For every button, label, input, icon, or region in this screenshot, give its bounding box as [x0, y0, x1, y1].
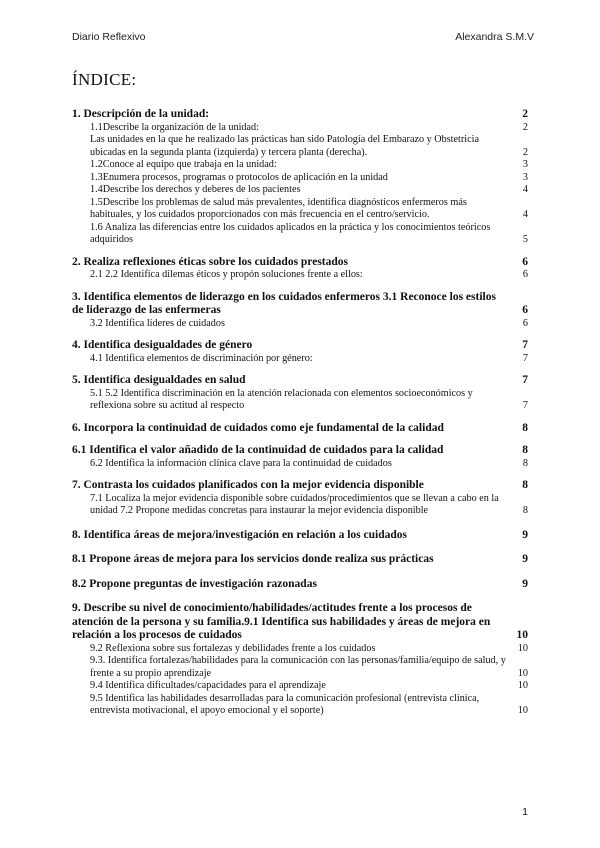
toc-entry-page: 7 [522, 374, 528, 386]
toc-entry-page: 8 [522, 421, 528, 434]
toc-entry-page: 2 [522, 146, 528, 158]
toc-entry-page: 4 [522, 184, 528, 195]
toc-entry-text: 9.5 Identifica las habilidades desarrolladas para la comunicación profesional (entrevista clínica, entrevista motivacional, el apoyo emocional y el soporte) [90, 692, 480, 716]
toc-entry-page: 7 [522, 400, 528, 411]
page-number: 1 [522, 806, 528, 818]
toc-entry-text: 2. Realiza reflexiones éticas sobre los cuidados prestados [72, 255, 348, 268]
toc-entry-text: 9.4 Identifica dificultades/capacidades para el aprendizaje [90, 680, 326, 691]
toc-entry[interactable] [72, 422, 528, 436]
toc-entry[interactable] [72, 122, 528, 135]
toc-entry-text: 8.1 Propone áreas de mejora para los servicios donde realiza sus prácticas [72, 553, 434, 565]
toc-entry-page: 4 [522, 209, 528, 220]
toc-entry[interactable] [72, 159, 528, 172]
toc-entry-text: 8.2 Propone preguntas de investigación razonadas [72, 577, 317, 590]
toc-entry[interactable] [72, 602, 528, 643]
toc-entry[interactable] [72, 108, 528, 122]
toc-entry-page: 10 [517, 705, 528, 716]
toc-entry-text: 4. Identifica desigualdades de género [72, 339, 253, 351]
toc-entry-text: 4.1 Identifica elementos de discriminación por género: [90, 352, 313, 364]
toc-entry[interactable] [72, 643, 528, 656]
toc-entry-page: 10 [517, 642, 528, 654]
toc-entry[interactable] [72, 493, 528, 518]
toc-entry[interactable] [72, 269, 528, 282]
toc-entry[interactable] [72, 458, 528, 471]
toc-entry[interactable] [72, 353, 528, 366]
toc-entry[interactable] [72, 134, 528, 159]
toc-entry-text: 9. Describe su nivel de conocimiento/habilidades/actitudes frente a los procesos de atención de la persona y su familia.9.1 Identifica sus habilidades y áreas de mejora en relación a los procesos de cuidados [72, 602, 491, 641]
index-title: ÍNDICE: [72, 70, 137, 89]
toc-entry[interactable] [72, 256, 528, 270]
toc-entry-page: 9 [522, 528, 528, 541]
toc-entry[interactable] [72, 374, 528, 388]
toc-entry-page: 9 [522, 553, 528, 565]
toc-entry-text: 6.1 Identifica el valor añadido de la continuidad de cuidados para la calidad [72, 444, 444, 456]
toc-entry[interactable] [72, 578, 528, 592]
toc-entry-page: 8 [522, 479, 528, 491]
toc-entry[interactable] [72, 444, 528, 458]
toc-entry-text: 1.6 Analiza las diferencias entre los cuidados aplicados en la práctica y los conocimientos teóricos adquiridos [90, 221, 491, 245]
toc-entry[interactable] [72, 172, 528, 185]
toc-entry-page: 5 [522, 234, 528, 245]
toc-entry-text: 5.1 5.2 Identifica discriminación en la atención relacionada con elementos socioeconómicos y reflexiona sobre su actitud al respecto [90, 387, 473, 411]
toc-entry-page: 8 [522, 505, 528, 516]
header-document-title: Diario Reflexivo [72, 31, 146, 43]
toc-entry-text: 9.2 Reflexiona sobre sus fortalezas y debilidades frente a los cuidados [90, 642, 376, 654]
toc-entry-page: 2 [522, 121, 528, 133]
toc-entry-text: 9.3. Identifica fortalezas/habilidades para la comunicación con las personas/familia/equipo de salud, y frente a su propio aprendizaje [90, 655, 506, 679]
toc-entry-page: 6 [522, 255, 528, 268]
toc-entry-page: 10 [516, 629, 528, 641]
toc-entry-text: 1.2Conoce al equipo que trabaja en la unidad: [90, 159, 277, 170]
toc-entry-page: 7 [522, 352, 528, 364]
toc-entry-page: 8 [522, 457, 528, 469]
toc-entry[interactable] [72, 388, 528, 413]
toc-entry-text: 7.1 Localiza la mejor evidencia disponible sobre cuidados/procedimientos que se llevan a cabo en la unidad 7.2 Propone medidas concretas para instaurar la mejor evidencia disponible [90, 492, 499, 516]
toc-entry[interactable] [72, 184, 528, 197]
toc-entry[interactable] [72, 318, 528, 331]
toc-entry-page: 10 [517, 667, 528, 679]
toc-entry-text: 1. Descripción de la unidad: [72, 108, 210, 120]
toc-entry[interactable] [72, 655, 528, 680]
toc-entry-page: 3 [522, 159, 528, 170]
toc-entry-text: 3.2 Identifica líderes de cuidados [90, 317, 225, 329]
toc-entry-text: 3. Identifica elementos de liderazgo en los cuidados enfermeros 3.1 Reconoce los estilos de liderazgo de las enfermeras [72, 290, 496, 316]
toc-entry-page: 2 [522, 108, 528, 120]
toc-entry[interactable] [72, 553, 528, 567]
toc-entry[interactable] [72, 529, 528, 543]
toc-entry-text: 1.5Describe los problemas de salud más prevalentes, identifica diagnósticos enfermeros más habituales, y los cuidados proporcionados con más frecuencia en el centro/servicio. [90, 196, 467, 220]
toc-entry-text: 8. Identifica áreas de mejora/investigación en relación a los cuidados [72, 528, 407, 541]
toc-entry-page: 6 [522, 269, 528, 280]
toc-entry-text: 1.1Describe la organización de la unidad: [90, 121, 259, 133]
toc-entry[interactable] [72, 197, 528, 222]
toc-entry-text: 7. Contrasta los cuidados planificados con la mejor evidencia disponible [72, 479, 424, 491]
header-author: Alexandra S.M.V [455, 31, 534, 43]
toc-entry[interactable] [72, 693, 528, 718]
toc-entry-page: 3 [522, 171, 528, 183]
toc-entry-page: 7 [522, 339, 528, 351]
toc-entry-page: 8 [522, 444, 528, 456]
toc-entry-text: 2.1 2.2 Identifica dilemas éticos y propón soluciones frente a ellos: [90, 269, 363, 280]
toc-entry-text: 6. Incorpora la continuidad de cuidados como eje fundamental de la calidad [72, 421, 444, 434]
toc-entry[interactable] [72, 222, 528, 247]
toc-entry[interactable] [72, 291, 528, 318]
toc-entry[interactable] [72, 339, 528, 353]
toc-entry-page: 9 [522, 577, 528, 590]
toc-entry-page: 10 [517, 680, 528, 691]
table-of-contents [72, 108, 528, 718]
toc-entry-page: 6 [522, 304, 528, 316]
toc-entry-text: 1.4Describe los derechos y deberes de los pacientes [90, 184, 301, 195]
toc-entry-text: 1.3Enumera procesos, programas o protocolos de aplicación en la unidad [90, 171, 388, 183]
toc-entry-page: 6 [522, 317, 528, 329]
toc-entry[interactable] [72, 680, 528, 693]
toc-entry-text: 5. Identifica desigualdades en salud [72, 374, 246, 386]
toc-entry-text: Las unidades en la que he realizado las prácticas han sido Patología del Embarazo y Obstetricia ubicadas en la segunda planta (izquierda) y tercera planta (derecha). [90, 134, 479, 158]
toc-entry[interactable] [72, 479, 528, 493]
toc-entry-text: 6.2 Identifica la información clínica clave para la continuidad de cuidados [90, 457, 392, 469]
